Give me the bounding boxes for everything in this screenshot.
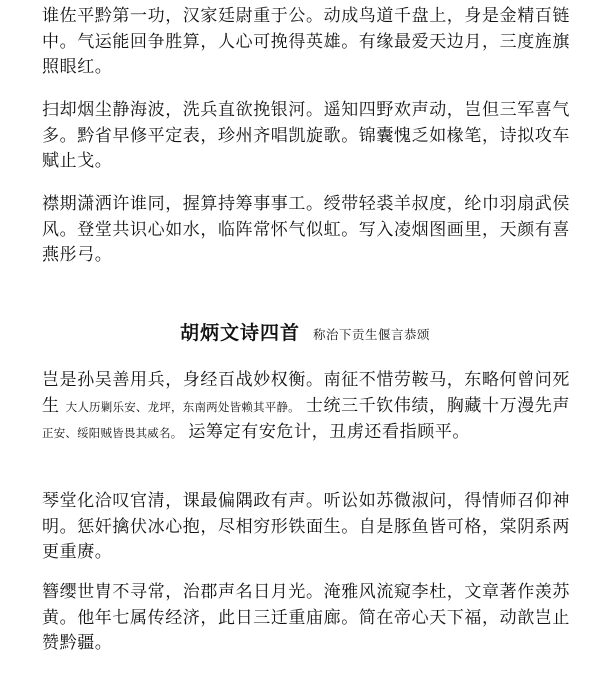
poem-text-c: 运筹定有安危计，丑虏还看指顾平。: [188, 422, 471, 442]
poem-paragraph-5: 琴堂化洽叹官清，课最偏隅政有声。听讼如苏微淑问，得情师召仰神明。惩奸擒伏冰心抱，尽相穷形铁面生。自是豚鱼皆可格，棠阴系两更重赓。: [42, 491, 570, 562]
section-title: 胡炳文诗四首: [179, 322, 300, 344]
section-subtitle: 称治下贡生偃言恭颂: [313, 327, 431, 342]
poem-paragraph-4: [42, 368, 570, 447]
section-heading: [0, 318, 610, 345]
poem-annotation-b: 正安、绥阳贼皆畏其威名。: [42, 426, 183, 440]
poem-paragraph-2: 扫却烟尘静海波，洗兵直欲挽银河。遥知四野欢声动，岂但三军喜气多。黔省早修平定表，珍州齐唱凯旋歌。锦囊愧乏如椽笔，诗拟攻车赋止戈。: [42, 100, 570, 171]
poem-annotation-a: 大人历剿乐安、龙坪，东南两处皆赖其平静。: [65, 399, 300, 414]
poem-paragraph-6: 簪缨世胄不寻常，治郡声名日月光。淹雅风流窥李杜，文章著作羡苏黄。他年七属传经济，此日三迁重庙廊。简在帝心天下福，动歆岂止赞黔疆。: [42, 582, 570, 653]
poem-paragraph-3: 襟期潇洒许谁同，握算持筹事事工。绶带轻裘羊叔度，纶巾羽扇武侯风。登堂共识心如水，临阵常怀气似虹。写入凌烟图画里，天颜有喜燕彤弓。: [42, 194, 570, 265]
poem-text-a: 岂是孙吴善用兵，身经百战妙权衡。南征不惜劳鞍马，东略何曾问死生: [42, 370, 570, 416]
poem-text-b: 士统三千钦伟绩，胸藏十万漫先声: [305, 395, 570, 416]
poem-paragraph-1: 谁佐平黔第一功，汉家廷尉重于公。动成鸟道千盘上，身是金精百链中。气运能回争胜算，人心可挽得英雄。有缘最爱天边月，三度旌旗照眼红。: [42, 6, 570, 77]
